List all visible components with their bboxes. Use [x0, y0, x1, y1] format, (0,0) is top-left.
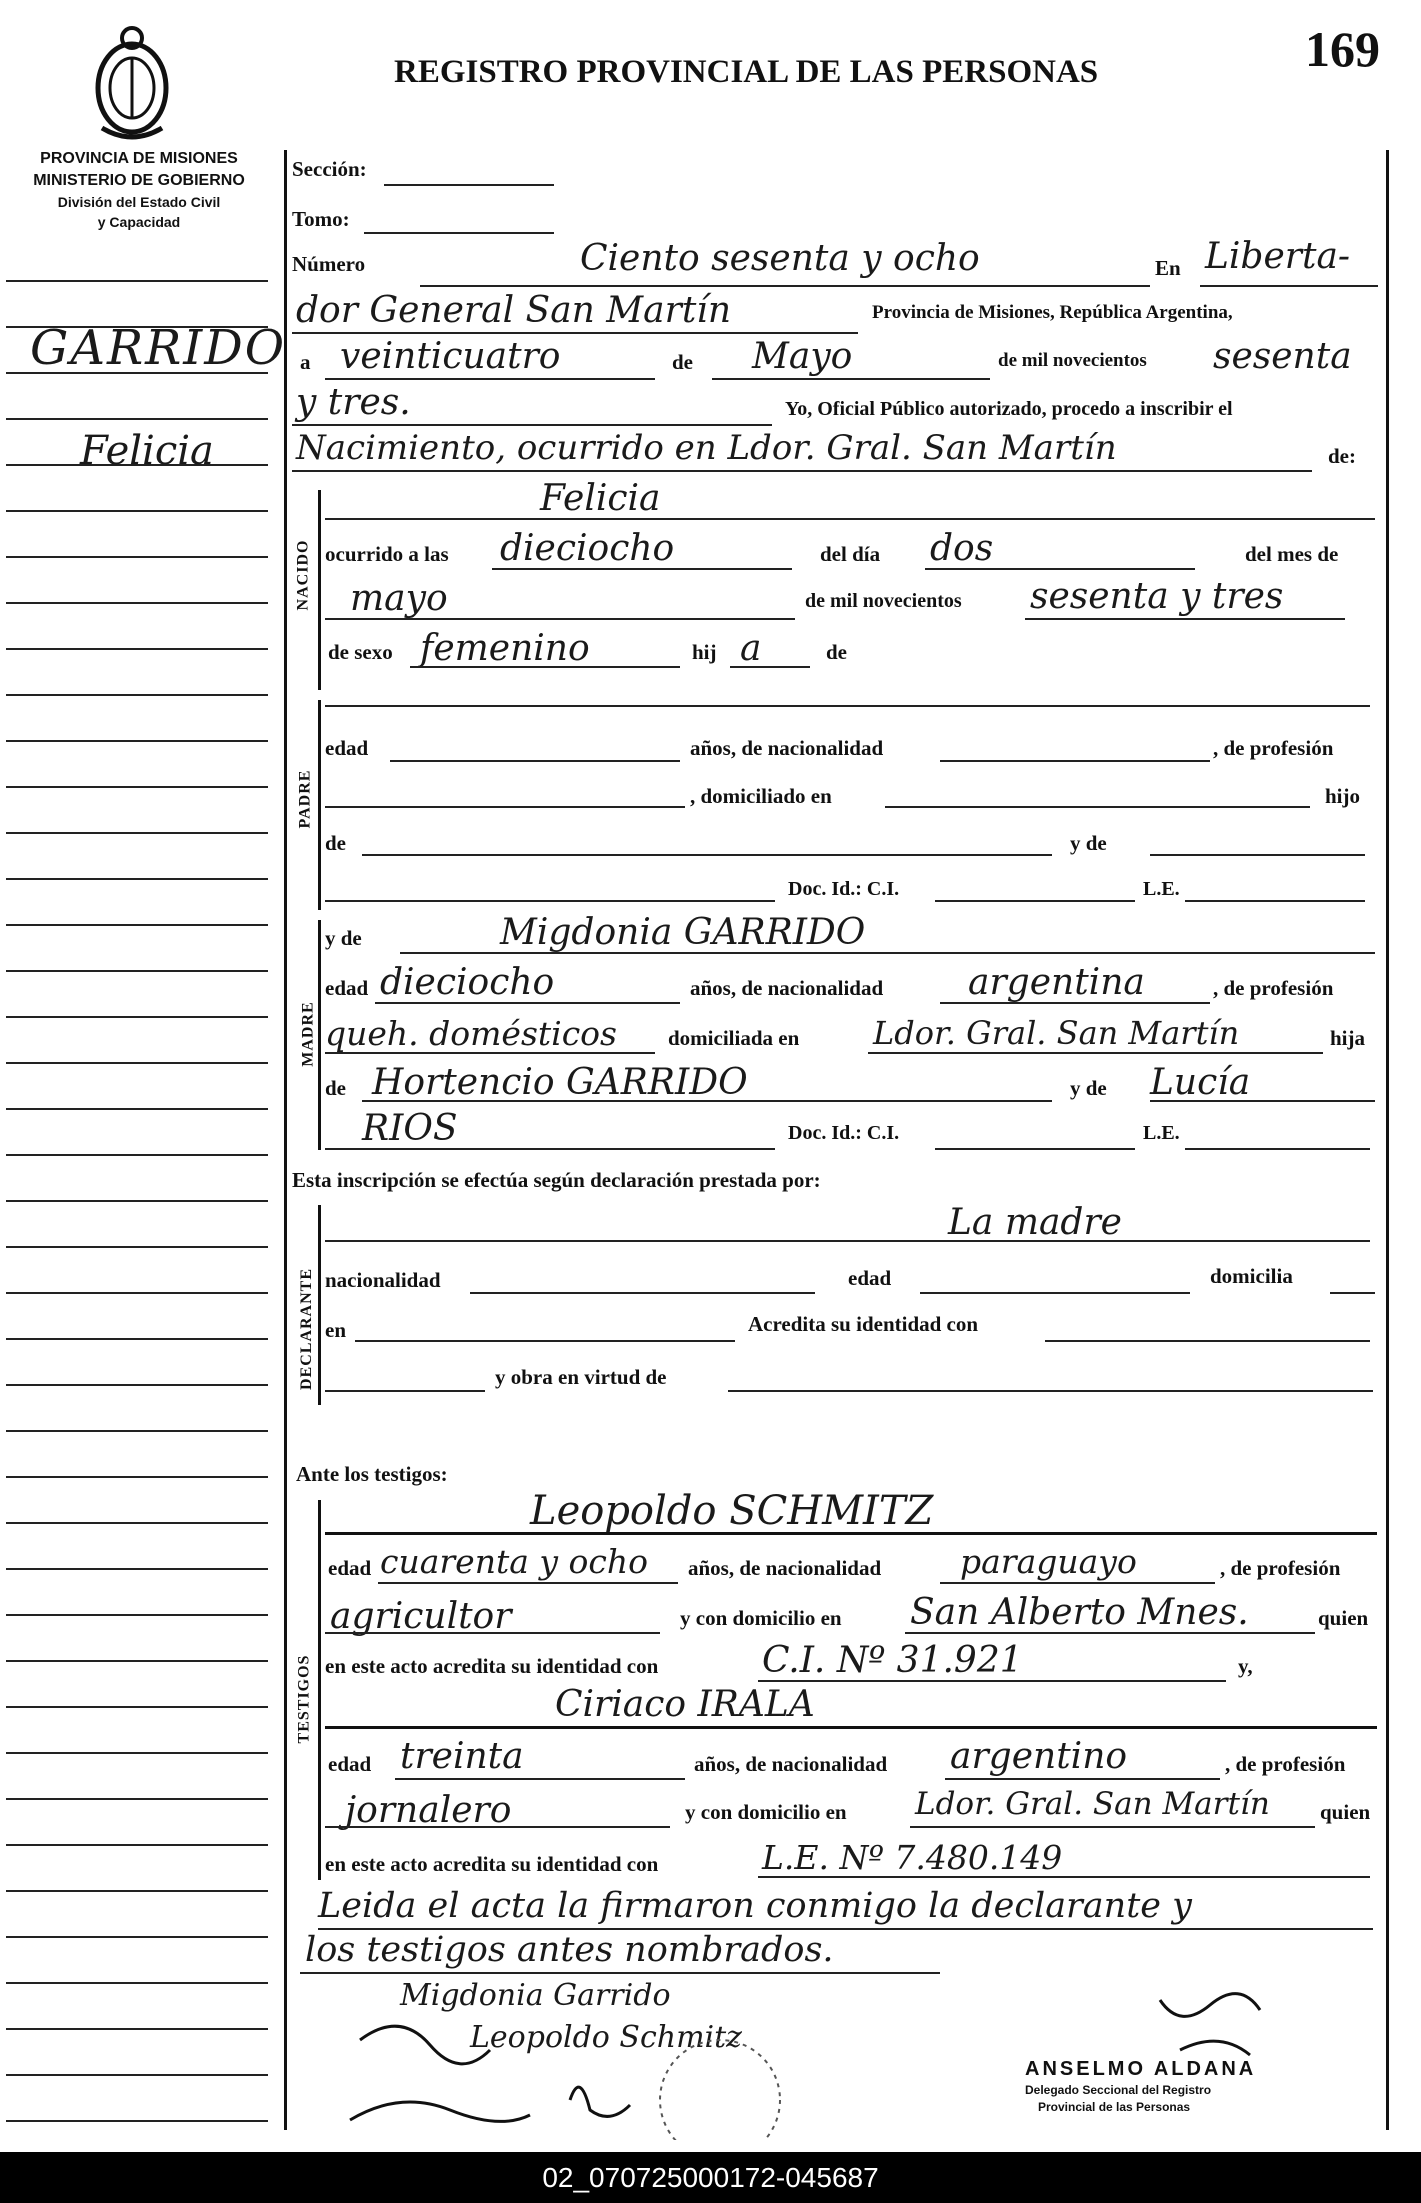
month-line — [712, 378, 990, 380]
madre-hija-label: hija — [1330, 1026, 1366, 1050]
year-label: de mil novecientos — [998, 350, 1147, 371]
madre-yde-label: y de — [325, 926, 362, 950]
t2-dom-line — [910, 1826, 1315, 1828]
margin-rule-line — [6, 602, 268, 604]
t1-name: Leopoldo SCHMITZ — [530, 1488, 934, 1534]
margin-rule-line — [6, 1798, 268, 1800]
nacido-month-line — [325, 618, 795, 620]
closing-line-2-rule — [300, 1972, 940, 1974]
madre-de-label: de — [325, 1076, 346, 1100]
seccion-line — [384, 184, 554, 186]
madre-prof-label: , de profesión — [1213, 976, 1334, 1000]
t1-quien-label: quien — [1318, 1606, 1369, 1630]
margin-rule-line — [6, 970, 268, 972]
locality-line-1 — [1200, 285, 1378, 287]
margin-rule-line — [6, 418, 268, 420]
margin-rule-line — [6, 1522, 268, 1524]
madre-le-label: L.E. — [1143, 1122, 1180, 1144]
margin-rule-line — [6, 740, 268, 742]
nacido-year-line — [1025, 618, 1345, 620]
madre-dom-label: domiciliada en — [668, 1026, 800, 1050]
dia-label: del día — [820, 542, 881, 566]
margin-rule-line — [6, 1154, 268, 1156]
org-line: y Capacidad — [97, 214, 181, 230]
declarante-edad-label: edad — [848, 1266, 892, 1290]
tomo-line — [364, 232, 554, 234]
madre-name: Migdonia GARRIDO — [500, 912, 866, 953]
margin-rule-line — [6, 1844, 268, 1846]
margin-rule-line — [6, 510, 268, 512]
declarante-intro: Esta inscripción se efectúa según declaración prestada por: — [292, 1168, 821, 1192]
t2-edad-value: treinta — [400, 1736, 524, 1777]
margin-rule-line — [6, 648, 268, 650]
t2-acredita-label: en este acto acredita su identidad con — [325, 1852, 659, 1876]
padre-edad-label: edad — [325, 736, 369, 760]
madre-label: MADRE — [299, 1001, 317, 1067]
madre-edad-value: dieciocho — [380, 962, 555, 1003]
margin-rule-line — [6, 1108, 268, 1110]
day-value: veinticuatro — [340, 336, 561, 377]
org-block — [8, 148, 270, 232]
padre-de-line — [362, 854, 1052, 856]
madre-father-line — [362, 1100, 1052, 1102]
padre-de-label: de — [325, 831, 346, 855]
declarante-value: La madre — [948, 1202, 1122, 1243]
nacido-label: NACIDO — [294, 539, 312, 611]
t1-dom-line — [905, 1632, 1315, 1634]
madre-dom-line — [868, 1052, 1323, 1054]
t2-nac-value: argentino — [950, 1736, 1128, 1777]
t1-edad-label: edad — [328, 1556, 372, 1580]
padre-label: PADRE — [296, 769, 314, 829]
margin-rule-line — [6, 694, 268, 696]
de-colon: de: — [1328, 444, 1356, 468]
year-value-2: y tres. — [296, 382, 411, 423]
t1-doc-value: C.I. Nº 31.921 — [762, 1640, 1023, 1681]
margin-rule-line — [6, 924, 268, 926]
margin-rule-line — [6, 1568, 268, 1570]
declarante-obra-label: y obra en virtud de — [495, 1365, 667, 1389]
t1-nac-value: paraguayo — [960, 1542, 1137, 1581]
nacido-day-line — [925, 568, 1195, 570]
numero-line — [420, 285, 1150, 287]
t2-edad-label: edad — [328, 1752, 372, 1776]
declarante-label: DECLARANTE — [298, 1267, 316, 1391]
margin-rule-line — [6, 1292, 268, 1294]
a-label: a — [300, 350, 311, 374]
padre-yde-label: y de — [1070, 831, 1107, 855]
madre-father-value: Hortencio GARRIDO — [372, 1062, 748, 1103]
madre-dom-value: Ldor. Gral. San Martín — [873, 1014, 1240, 1052]
nacido-name: Felicia — [540, 478, 661, 519]
t2-doc-value: L.E. Nº 7.480.149 — [762, 1838, 1063, 1877]
margin-rule-line — [6, 1890, 268, 1892]
declarante-edad-line — [920, 1292, 1190, 1294]
t2-nac-line — [945, 1778, 1220, 1780]
locality-part2: dor General San Martín — [296, 290, 732, 331]
sexo-label: de sexo — [328, 640, 393, 664]
t2-name-line — [325, 1726, 1377, 1729]
declarante-nac-line — [470, 1292, 815, 1294]
testigos-label: TESTIGOS — [295, 1654, 313, 1744]
numero-value: Ciento sesenta y ocho — [580, 238, 980, 279]
padre-doc-line — [935, 900, 1135, 902]
seccion-label: Sección: — [292, 157, 367, 181]
nacido-bracket — [318, 490, 321, 690]
numero-label: Número — [292, 252, 366, 276]
t2-edad-line — [395, 1778, 685, 1780]
provincia-label: Provincia de Misiones, República Argentina, — [872, 302, 1233, 323]
en-label: En — [1155, 256, 1181, 280]
frame-left-border — [284, 150, 287, 2130]
officer-title-1: Delegado Seccional del Registro — [1025, 2083, 1212, 2097]
nacido-name-line — [325, 518, 1375, 520]
testigos-bracket — [318, 1500, 321, 1880]
signature-1: Migdonia Garrido — [400, 1978, 671, 2013]
declarante-dom-label: domicilia — [1210, 1264, 1293, 1288]
locality-line-2 — [292, 332, 858, 334]
padre-name-line — [325, 705, 1370, 707]
margin-rule-line — [6, 1614, 268, 1616]
madre-doc-line — [935, 1148, 1135, 1150]
madre-mother-line-1 — [1150, 1100, 1375, 1102]
padre-nac-label: años, de nacionalidad — [690, 736, 884, 760]
ocurrido-label: ocurrido a las — [325, 542, 449, 566]
provincial-seal-icon — [82, 18, 182, 148]
t2-doc-line — [758, 1876, 1370, 1878]
t1-dom-value: San Alberto Mnes. — [910, 1592, 1249, 1633]
margin-rule-line — [6, 1936, 268, 1938]
padre-prof-line — [325, 806, 685, 808]
page-title: REGISTRO PROVINCIAL DE LAS PERSONAS — [394, 54, 1099, 90]
org-line: PROVINCIA DE MISIONES — [40, 150, 238, 167]
margin-rule-line — [6, 1246, 268, 1248]
padre-doc-line-a — [325, 900, 775, 902]
margin-given-name: Felicia — [80, 428, 214, 474]
madre-nac-line — [940, 1002, 1210, 1004]
declarante-value-line — [325, 1240, 1370, 1242]
madre-edad-line — [375, 1002, 680, 1004]
margin-rule-line — [6, 2120, 268, 2122]
margin-rule-line — [6, 1706, 268, 1708]
declarante-bracket — [318, 1205, 321, 1405]
t1-nac-label: años, de nacionalidad — [688, 1556, 882, 1580]
year-line — [292, 424, 772, 426]
madre-mother-value-1: Lucía — [1150, 1062, 1251, 1103]
officer-name: ANSELMO ALDANA — [1025, 2058, 1257, 2080]
t1-edad-line — [378, 1582, 678, 1584]
t1-prof-label: , de profesión — [1220, 1556, 1341, 1580]
margin-rule-line — [6, 1338, 268, 1340]
declarante-acredita-label: Acredita su identidad con — [748, 1312, 979, 1336]
t2-nac-label: años, de nacionalidad — [694, 1752, 888, 1776]
margin-rule-line — [6, 1016, 268, 1018]
padre-edad-line — [390, 760, 680, 762]
padre-le-label: L.E. — [1143, 878, 1180, 900]
padre-dom-label: , domiciliado en — [690, 784, 832, 808]
t1-prof-line — [325, 1632, 660, 1634]
officer-title-2: Provincial de las Personas — [1038, 2100, 1191, 2114]
org-line: División del Estado Civil — [57, 194, 221, 210]
t1-prof-value: agricultor — [330, 1596, 512, 1637]
madre-edad-label: edad — [325, 976, 369, 1000]
locality-part1: Liberta- — [1205, 236, 1351, 277]
t2-dom-label: y con domicilio en — [685, 1800, 847, 1824]
declarante-obra-line-a — [325, 1390, 485, 1392]
month-value: Mayo — [752, 336, 853, 377]
nacido-de-label: de — [826, 640, 847, 664]
page-number: 169 — [1305, 21, 1380, 77]
oficial-label: Yo, Oficial Público autorizado, procedo a inscribir el — [785, 398, 1233, 420]
madre-doc-label: Doc. Id.: C.I. — [788, 1122, 900, 1144]
margin-rule-line — [6, 1476, 268, 1478]
padre-nac-line — [940, 760, 1210, 762]
declarante-acredita-line — [1045, 1340, 1370, 1342]
declarante-en-line — [355, 1340, 735, 1342]
nacido-year-value: sesenta y tres — [1030, 576, 1284, 617]
margin-rule-line — [6, 1430, 268, 1432]
t2-quien-label: quien — [1320, 1800, 1371, 1824]
t2-name: Ciriaco IRALA — [555, 1684, 815, 1725]
padre-doc-label: Doc. Id.: C.I. — [788, 878, 900, 900]
margin-rule-line — [6, 1660, 268, 1662]
footer-id: 02_070725000172-045687 — [0, 2152, 1421, 2203]
acto-value: Nacimiento, ocurrido en Ldor. Gral. San Martín — [296, 428, 1117, 468]
sexo-value: femenino — [420, 628, 590, 669]
madre-le-line — [1185, 1148, 1370, 1150]
margin-rule-line — [6, 1752, 268, 1754]
signature-2: Leopoldo Schmitz — [470, 2020, 742, 2055]
madre-prof-line — [325, 1052, 655, 1054]
t1-edad-value: cuarenta y ocho — [380, 1542, 648, 1581]
nacido-day-value: dos — [930, 528, 994, 569]
declarante-en-label: en — [325, 1318, 346, 1342]
padre-prof-label: , de profesión — [1213, 736, 1334, 760]
t1-acredita-label: en este acto acredita su identidad con — [325, 1654, 659, 1678]
t1-name-line — [325, 1532, 1377, 1535]
t1-y-label: y, — [1238, 1654, 1253, 1678]
madre-mother-value-2: RIOS — [362, 1108, 458, 1149]
hij-label: hij — [692, 640, 717, 664]
madre-name-line — [400, 952, 1375, 954]
margin-surname: GARRIDO — [30, 320, 287, 376]
t2-prof-label: , de profesión — [1225, 1752, 1346, 1776]
margin-rule-line — [6, 1062, 268, 1064]
declarante-dom-line — [1330, 1292, 1375, 1294]
testigos-intro: Ante los testigos: — [296, 1462, 448, 1486]
de-label: de — [672, 350, 693, 374]
declarante-nac-label: nacionalidad — [325, 1268, 441, 1292]
madre-yde2-label: y de — [1070, 1076, 1107, 1100]
nacido-month-value: mayo — [350, 578, 448, 619]
closing-line-2: los testigos antes nombrados. — [305, 1930, 834, 1970]
t2-prof-line — [325, 1826, 670, 1828]
padre-le-line — [1185, 900, 1365, 902]
madre-mother-line-2 — [325, 1148, 775, 1150]
frame-right-border — [1386, 150, 1389, 2130]
padre-hijo-label: hijo — [1325, 784, 1361, 808]
padre-dom-line — [885, 806, 1310, 808]
margin-rule-line — [6, 878, 268, 880]
t2-prof-value: jornalero — [345, 1790, 512, 1831]
margin-rule-line — [6, 2074, 268, 2076]
t1-doc-line — [758, 1680, 1226, 1682]
mes-label: del mes de — [1245, 542, 1339, 566]
tomo-label: Tomo: — [292, 207, 350, 231]
org-line: MINISTERIO DE GOBIERNO — [33, 172, 245, 189]
year-value-1: sesenta — [1213, 336, 1352, 377]
margin-rule-line — [6, 1982, 268, 1984]
hour-value: dieciocho — [500, 528, 675, 569]
declarante-obra-line — [728, 1390, 1373, 1392]
padre-bracket — [318, 700, 321, 910]
t1-dom-label: y con domicilio en — [680, 1606, 842, 1630]
sexo-line — [410, 666, 680, 668]
t2-dom-value: Ldor. Gral. San Martín — [915, 1786, 1270, 1822]
margin-rule-line — [6, 556, 268, 558]
margin-rule-line — [6, 1384, 268, 1386]
hij-value: a — [740, 628, 762, 669]
anio-label: de mil novecientos — [805, 590, 962, 612]
day-line — [325, 378, 655, 380]
margin-rule-line — [6, 786, 268, 788]
acto-line — [292, 470, 1312, 472]
madre-bracket — [318, 920, 321, 1150]
margin-rule-line — [6, 832, 268, 834]
padre-yde-line — [1150, 854, 1365, 856]
madre-prof-value: queh. domésticos — [325, 1014, 617, 1053]
t1-nac-line — [940, 1582, 1215, 1584]
madre-nac-label: años, de nacionalidad — [690, 976, 884, 1000]
closing-line-1: Leida el acta la firmaron conmigo la declarante y — [318, 1886, 1192, 1926]
hij-line — [730, 666, 810, 668]
margin-rule-line — [6, 1200, 268, 1202]
hour-line — [492, 568, 792, 570]
margin-rule-line — [6, 280, 268, 282]
madre-nac-value: argentina — [968, 962, 1145, 1003]
margin-rule-line — [6, 2028, 268, 2030]
